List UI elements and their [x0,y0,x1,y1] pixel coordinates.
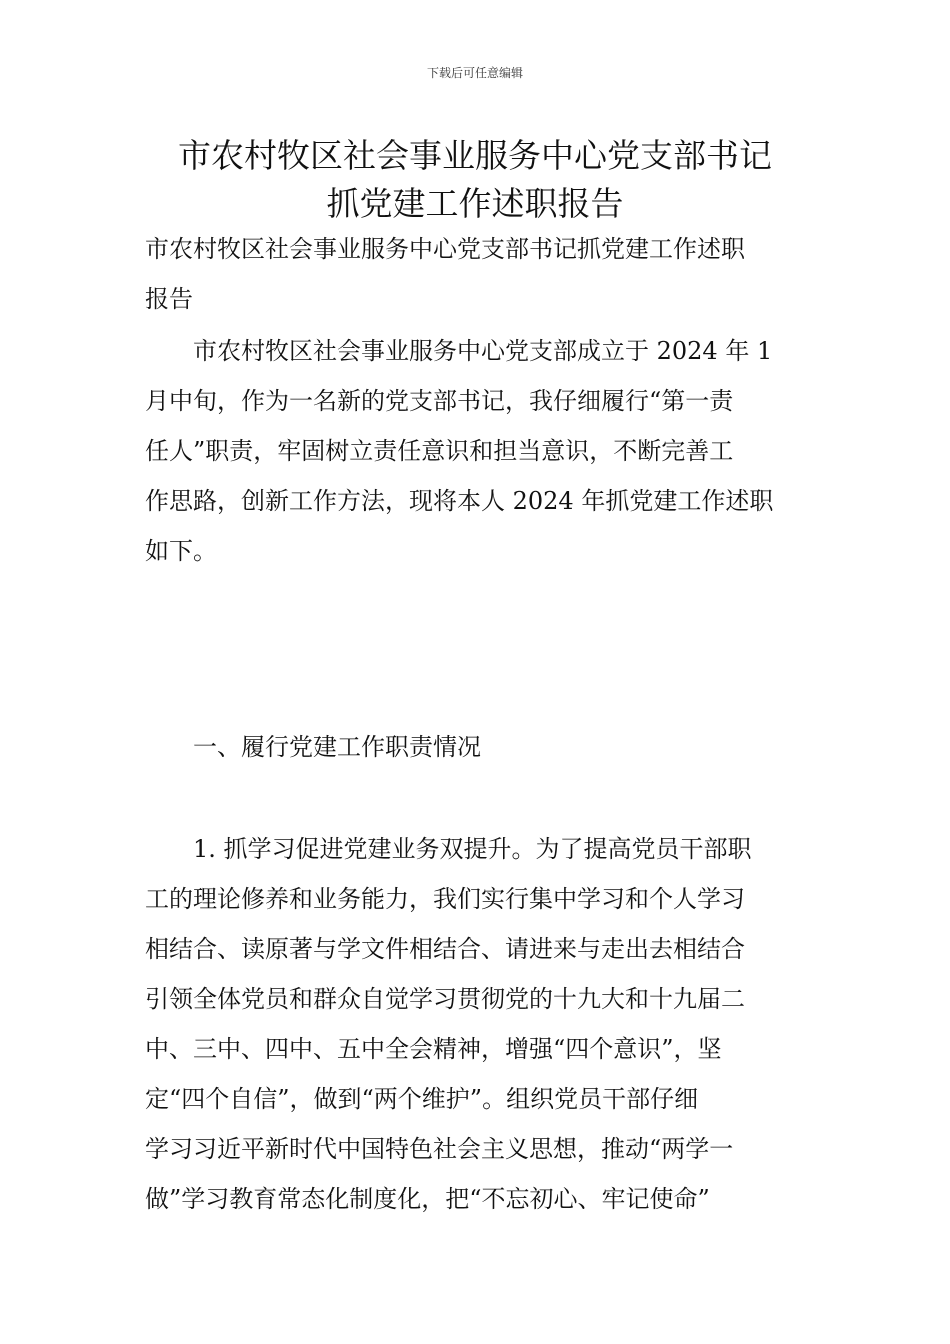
item1-paragraph-line: 定“四个自信”，做到“两个维护”。组织党员干部仔细 [145,1085,699,1113]
intro-paragraph-line: 作思路，创新工作方法，现将本人 2024 年抓党建工作述职 [145,487,774,515]
subtitle-line: 市农村牧区社会事业服务中心党支部书记抓党建工作述职 [145,235,745,263]
subtitle-line: 报告 [145,285,193,313]
item1-paragraph-line: 做”学习教育常态化制度化，把“不忘初心、牢记使命” [145,1185,710,1213]
item1-paragraph-line: 工的理论修养和业务能力，我们实行集中学习和个人学习 [145,885,745,913]
section-heading: 一、履行党建工作职责情况 [145,733,481,761]
item1-paragraph-line: 相结合、读原著与学文件相结合、请进来与走出去相结合 [145,935,745,963]
intro-paragraph-line: 如下。 [145,537,217,565]
header-note: 下载后可任意编辑 [426,66,523,80]
intro-paragraph-line: 月中旬，作为一名新的党支部书记，我仔细履行“第一责 [145,387,734,415]
item1-paragraph-line: 引领全体党员和群众自觉学习贯彻党的十九大和十九届二 [145,985,745,1013]
intro-paragraph-line: 任人”职责，牢固树立责任意识和担当意识，不断完善工 [145,437,734,465]
item1-paragraph-line: 学习习近平新时代中国特色社会主义思想，推动“两学一 [145,1135,734,1163]
document-title-line-2: 抓党建工作述职报告 [326,184,624,223]
item1-paragraph-line: 1. 抓学习促进党建业务双提升。为了提高党员干部职 [145,835,752,863]
item1-paragraph-line: 中、三中、四中、五中全会精神，增强“四个意识”，坚 [145,1035,722,1063]
intro-paragraph-line: 市农村牧区社会事业服务中心党支部成立于 2024 年 1 [145,337,773,365]
document-title-line-1: 市农村牧区社会事业服务中心党支部书记 [178,136,772,175]
